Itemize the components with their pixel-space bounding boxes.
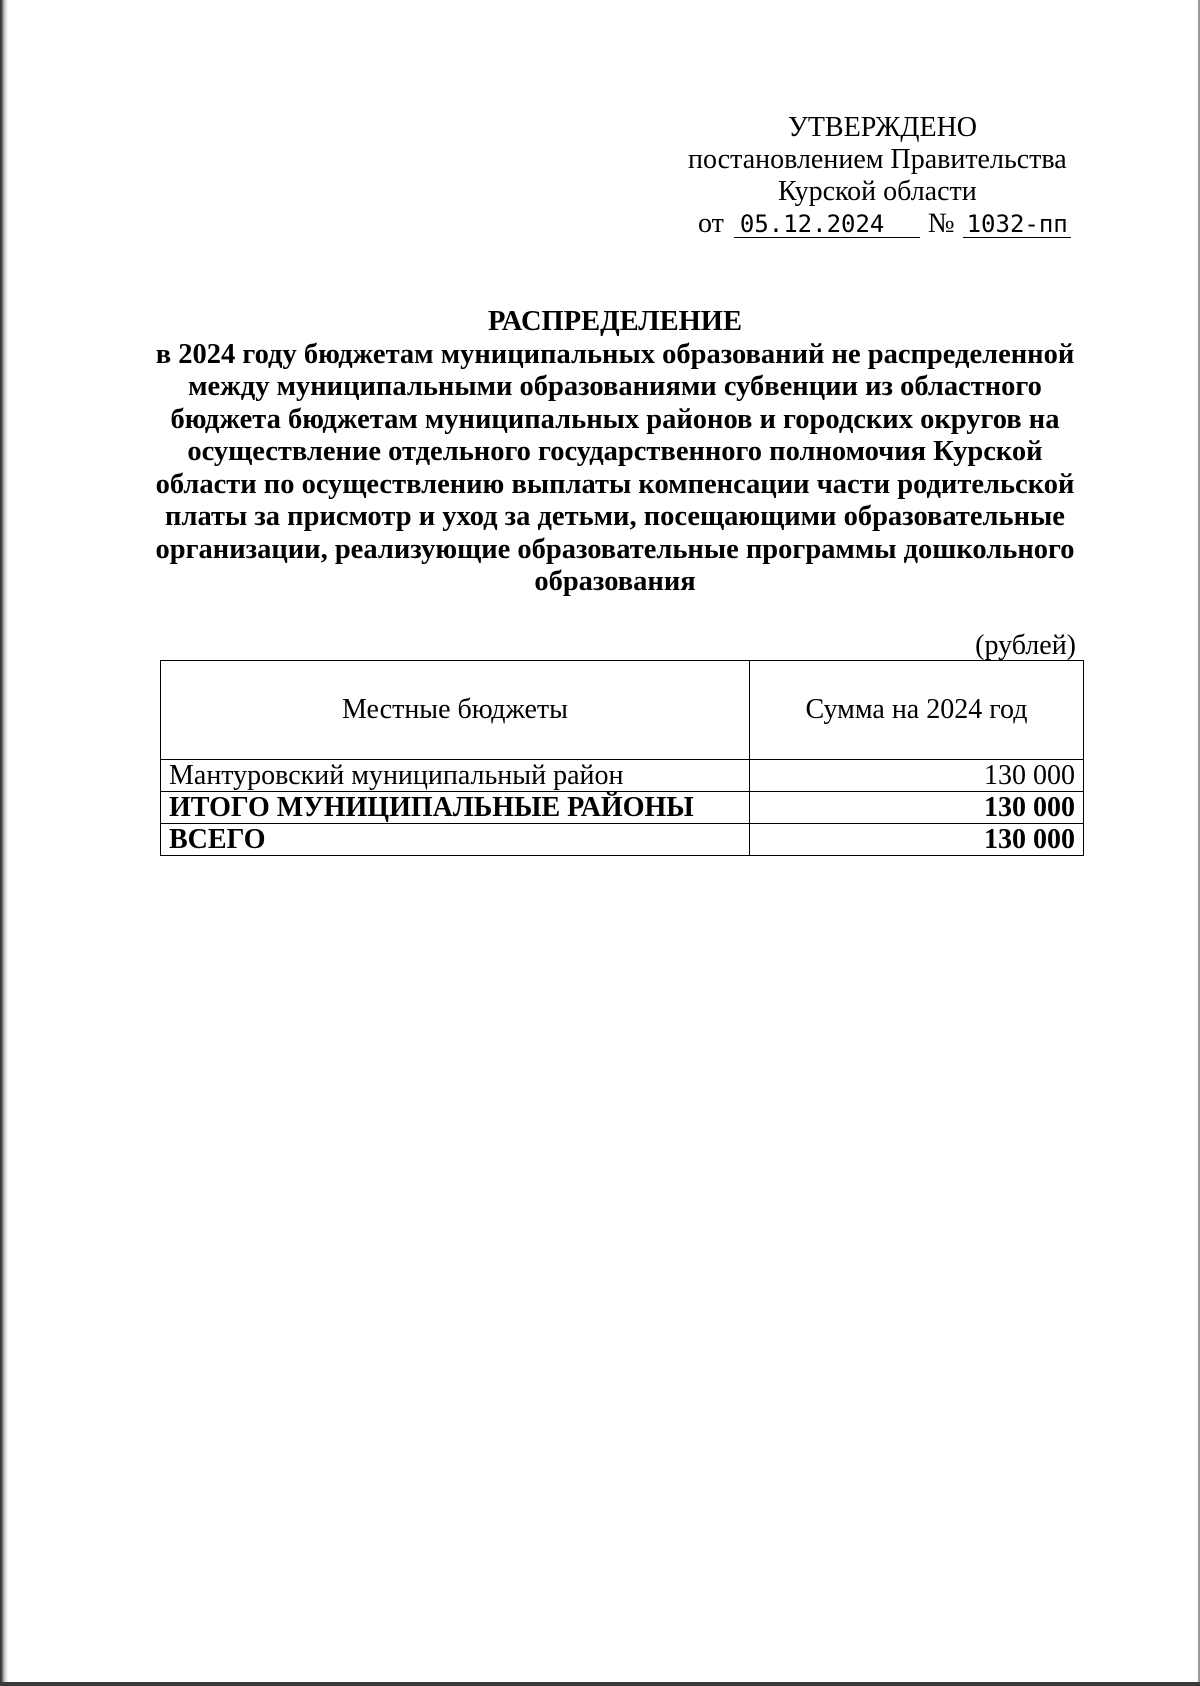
approval-date: 05.12.2024 [734,211,920,238]
column-header-amount: Сумма на 2024 год [750,661,1084,760]
approval-heading: УТВЕРЖДЕНО [788,112,978,143]
table-header-row [161,661,1084,760]
row-amount: 130 000 [750,760,1084,792]
document-title-block [150,306,1080,599]
document-subtitle: в 2024 году бюджетам муниципальных образований не распределенной между муниципальными образованиями субвенции из областного бюджета бюджетам муниципальных районов и городских округов на осуществление отдельного государственного полномочия Курской области по осуществлению выплаты компенсации части родительской платы за присмотр и уход за детьми, посещающими образовательные организации, реализующие образовательные программы дошкольного образования [155,338,1075,597]
table-row [161,760,1084,792]
row-amount: 130 000 [750,824,1084,856]
budget-table [160,660,1084,856]
table-row-total [161,824,1084,856]
column-header-budgets: Местные бюджеты [161,661,750,760]
row-name: ВСЕГО [161,824,750,856]
approval-resolution-line: постановлением Правительства [688,144,1067,175]
scan-bottom-edge [0,1682,1200,1686]
number-label: № [927,208,955,239]
approval-number: 1032-пп [963,211,1071,238]
row-name: Мантуровский муниципальный район [161,760,750,792]
scan-edge-artifact [0,0,8,1686]
units-label: (рублей) [975,630,1076,661]
approval-date-number-line [680,208,1080,240]
approval-region-line: Курской области [778,176,977,207]
row-name: ИТОГО МУНИЦИПАЛЬНЫЕ РАЙОНЫ [161,792,750,824]
approval-block [680,112,1080,240]
row-amount: 130 000 [750,792,1084,824]
document-title: РАСПРЕДЕЛЕНИЕ [488,306,742,337]
table-row-subtotal [161,792,1084,824]
from-label: от [698,208,724,239]
